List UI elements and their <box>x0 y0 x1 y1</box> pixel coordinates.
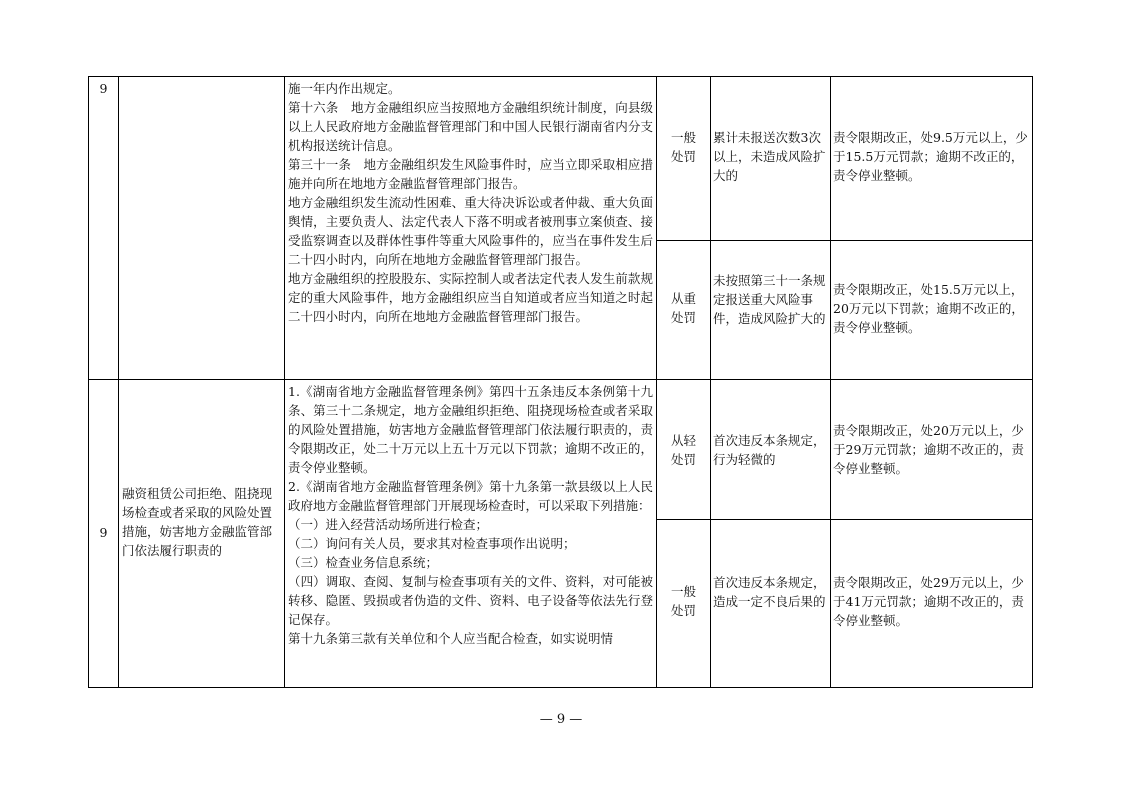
basis-paragraph: 第十六条 地方金融组织应当按照地方金融组织统计制度，向县级以上人民政府地方金融监督管理部门和中国人民银行湖南省内分支机构报送统计信息。 <box>288 100 653 153</box>
penalty-level: 从轻处罚 <box>670 433 696 467</box>
basis-paragraph: （四）调取、查阅、复制与检查事项有关的文件、资料，对可能被转移、隐匿、毁损或者伪造的文件、资料、电子设备等依法先行登记保存。 <box>288 574 653 627</box>
row-divider <box>656 240 1032 241</box>
seq-number: 9 <box>99 81 108 96</box>
column-divider <box>118 77 119 687</box>
seq-number: 9 <box>99 525 108 540</box>
basis-paragraph: （二）询问有关人员，要求其对检查事项作出说明； <box>288 536 576 551</box>
basis-paragraph: 1.《湖南省地方金融监督管理条例》第四十五条违反本条例第十九条、第三十二条规定，地方金融组织拒绝、阻挠现场检查或者采取的风险处置措施，妨害地方金融监督管理部门依法履行职责的，责令限期改正，处二十万元以上五十万元以下罚款；逾期不改正的，责令停业整顿。 <box>288 384 653 475</box>
penalty-circumstance: 首次违反本条规定，造成一定不良后果的 <box>713 575 826 609</box>
basis-paragraph: （一）进入经营活动场所进行检查； <box>288 517 489 532</box>
penalty-circumstance: 未按照第三十一条规定报送重大风险事件，造成风险扩大的 <box>713 273 826 326</box>
penalty-level: 一般处罚 <box>670 584 696 618</box>
penalty-standard: 责令限期改正，处15.5万元以上，20万元以下罚款；逾期不改正的，责令停业整顿。 <box>833 282 1024 335</box>
violation-behavior <box>119 77 284 81</box>
penalty-circumstance: 首次违反本条规定，行为轻微的 <box>713 433 826 467</box>
legal-basis <box>285 380 656 650</box>
penalty-circumstance: 累计未报送次数3次以上，未造成风险扩大的 <box>713 130 826 183</box>
basis-paragraph: 第十九条第三款有关单位和个人应当配合检查，如实说明情 <box>288 631 614 646</box>
regulation-table <box>88 76 1033 688</box>
penalty-standard: 责令限期改正，处20万元以上，少于29万元罚款；逾期不改正的，责令停业整顿。 <box>833 423 1024 476</box>
penalty-standard: 责令限期改正，处9.5万元以上，少于15.5万元罚款；逾期不改正的，责令停业整顿。 <box>833 130 1028 183</box>
basis-paragraph: 2.《湖南省地方金融监督管理条例》第十九条第一款县级以上人民政府地方金融监督管理部门开展现场检查时，可以采取下列措施： <box>288 479 653 513</box>
row-divider <box>656 519 1032 520</box>
basis-paragraph: 第三十一条 地方金融组织发生风险事件时，应当立即采取相应措施并向所在地地方金融监督管理部门报告。 <box>288 157 653 191</box>
violation-behavior: 融资租赁公司拒绝、阻挠现场检查或者采取的风险处置措施，妨害地方金融监管部门依法履行职责的 <box>122 486 273 558</box>
basis-paragraph: 施一年内作出规定。 <box>288 81 401 96</box>
basis-paragraph: 地方金融组织发生流动性困难、重大待决诉讼或者仲裁、重大负面舆情，主要负责人、法定代表人下落不明或者被刑事立案侦查、接受监察调查以及群体性事件等重大风险事件的，应当在事件发生后二十四小时内，向所在地地方金融监督管理部门报告。 <box>288 195 653 267</box>
penalty-level: 从重处罚 <box>670 291 696 325</box>
basis-paragraph: 地方金融组织的控股股东、实际控制人或者法定代表人发生前款规定的重大风险事件，地方金融组织应当自知道或者应当知道之时起二十四小时内，向所在地地方金融监督管理部门报告。 <box>288 271 653 324</box>
penalty-level: 一般处罚 <box>670 130 696 164</box>
penalty-standard: 责令限期改正，处29万元以上，少于41万元罚款；逾期不改正的，责令停业整顿。 <box>833 575 1024 628</box>
page-number: — 9 — <box>539 712 583 727</box>
legal-basis <box>285 77 656 328</box>
basis-paragraph: （三）检查业务信息系统； <box>288 555 439 570</box>
